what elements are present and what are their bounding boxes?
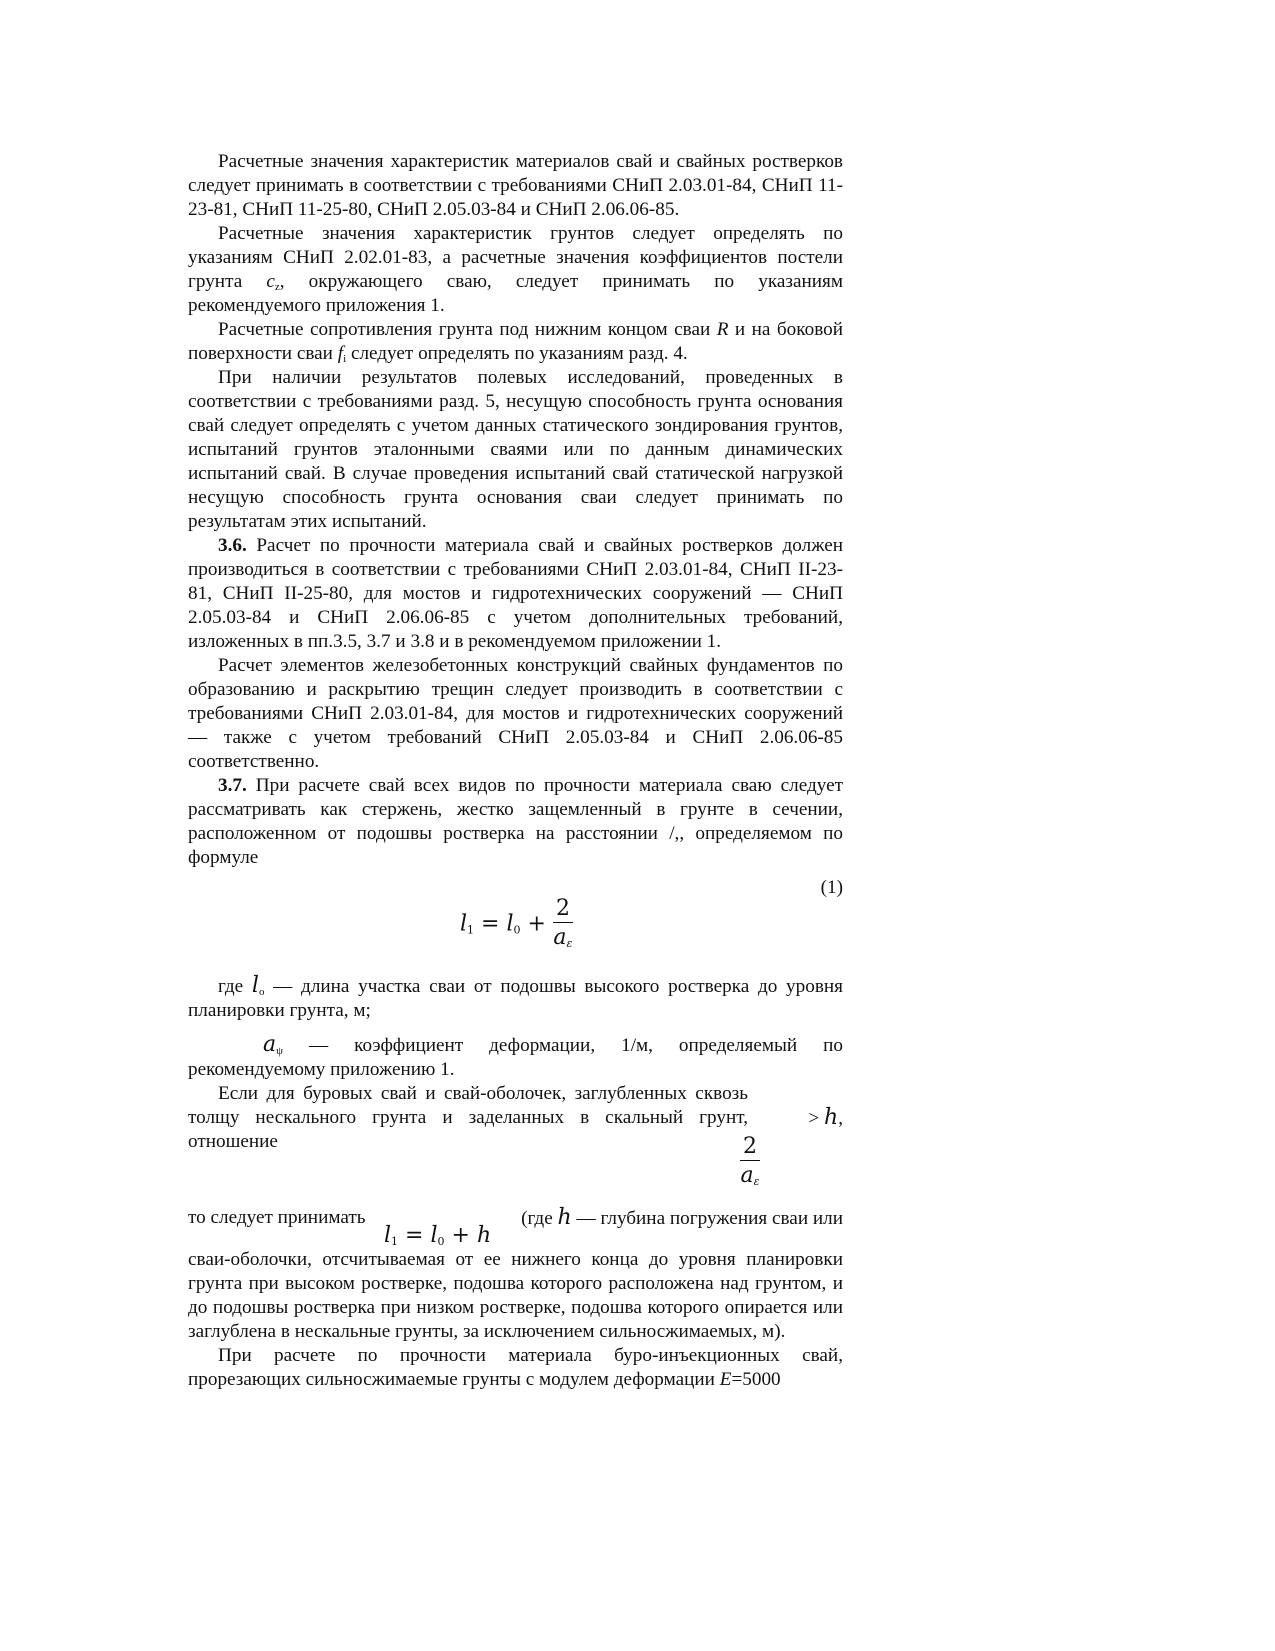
paragraph-resistance — [188, 318, 843, 366]
plus-sign: + — [520, 911, 553, 937]
subscript: 1 — [391, 1235, 399, 1248]
subscript-i: i — [343, 353, 347, 365]
text-run: При расчете по прочности материала буро-инъекционных свай, прорезающих сильносжимаемые грунты с модулем деформации — [188, 1345, 843, 1390]
fraction-denominator — [740, 1161, 760, 1191]
text-run — [521, 1206, 843, 1231]
fraction-numerator: 2 — [740, 1134, 760, 1161]
text-run: , окружающего сваю, следует принимать по указаниям рекомендуемого приложения 1. — [188, 271, 843, 316]
greater-than-sign: > — [808, 1108, 825, 1129]
text-run: =5000 — [731, 1369, 781, 1390]
variable-f: f — [337, 343, 344, 364]
clause-number: 3.6. — [218, 535, 247, 556]
variable-l: l — [460, 911, 468, 937]
text-run: Расчетные сопротивления грунта под нижним концом сваи — [218, 319, 717, 340]
variable-h: h — [476, 1223, 492, 1248]
fraction-denominator — [553, 923, 573, 953]
text-run: следует определять по указаниям разд. 4. — [346, 343, 688, 364]
variable-l: l — [506, 911, 514, 937]
subscript-z: z — [274, 281, 280, 293]
subscript: 1 — [467, 923, 475, 937]
paragraph-3-6 — [188, 534, 843, 654]
variable-a: a — [263, 1032, 277, 1057]
equation-number: (1) — [820, 877, 843, 898]
paragraph-rock-soil — [188, 1082, 843, 1206]
equals-sign: = — [474, 911, 507, 937]
text-run: — глубина погружения сваи или — [571, 1208, 843, 1229]
text-run: где — [218, 976, 252, 997]
variable-e: E — [719, 1369, 732, 1390]
variable-l0: l — [251, 973, 259, 998]
text-run: то следует принимать — [188, 1207, 366, 1228]
paragraph-pile-shell: сваи-оболочки, отсчитываемая от ее нижнего конца до уровня планировки грунта при высоком ростверке, подошва которого расположена над грунтом, и до подошвы ростверка при низком ростверке, подошва которого опирается или заглублена в нескальные грунты, за исключением сильносжимаемых, м). — [188, 1249, 843, 1342]
variable-h: h — [557, 1205, 572, 1230]
subscript-epsilon: ε — [566, 937, 573, 950]
subscript: 0 — [513, 923, 521, 937]
paragraph-soil-values — [188, 222, 843, 318]
fraction — [553, 896, 573, 953]
variable-c: c — [266, 271, 275, 292]
equals-sign: = — [398, 1223, 431, 1248]
paragraph-material-values: Расчетные значения характеристик материалов свай и свайных ростверков следует принимать в соответствии с требованиями СНиП 2.03.01-84, СНиП 11-23-81, СНиП 11-25-80, СНиП 2.05.03-84 и СНиП 2.06.06-85. — [188, 151, 843, 220]
formula-1 — [188, 870, 843, 974]
paragraph-coefficient — [188, 1033, 843, 1082]
paragraph-field-tests: При наличии результатов полевых исследований, проведенных в соответствии с требованиями разд. 5, несущую способность грунта основания свай следует определять с учетом данных статического зондирования грунтов, испытаний грунтов эталонными сваями или по данным динамических испытаний свай. В случае проведения испытаний свай статической нагрузкой несущую способность грунта основания сваи следует принимать по результатам этих испытаний. — [188, 367, 843, 532]
variable-h: h — [824, 1105, 839, 1130]
ratio-inequality — [808, 1106, 843, 1131]
document-page — [188, 150, 843, 1392]
text-run: Если для буровых свай и свай-оболочек, заглубленных сквозь толщу нескального грунта и заделанных в скальный грунт, отношение — [188, 1083, 748, 1152]
subscript-o: o — [258, 986, 265, 998]
subscript-psi: ψ — [276, 1045, 284, 1057]
paragraph-3-7 — [188, 774, 843, 870]
variable-l: l — [430, 1223, 438, 1248]
text-run: При расчете свай всех видов по прочности материала сваю следует рассматривать как стержень, жестко защемленный в грунте в сечении, расположенном от подошвы ростверка на расстоянии /,, определяемом по формуле — [188, 775, 843, 868]
subscript-epsilon: ε — [753, 1175, 760, 1188]
paragraph-injection-piles — [188, 1344, 843, 1392]
clause-number: 3.7. — [218, 775, 247, 796]
text-run: (где — [521, 1208, 558, 1229]
fraction-numerator: 2 — [553, 896, 573, 923]
text-run: — коэффициент деформации, 1/м, определяемый по рекомендуемому приложению 1. — [188, 1035, 843, 1080]
variable-a: a — [553, 925, 567, 950]
formula-l1 — [384, 1224, 491, 1248]
plus-sign: + — [444, 1223, 477, 1248]
variable-r: R — [716, 319, 729, 340]
text-run: Расчетные значения характеристик грунтов следует определять по указаниям СНиП 2.02.01-83, а расчетные значения коэффициентов постели грунта — [188, 223, 843, 292]
paragraph-cracks: Расчет элементов железобетонных конструкций свайных фундаментов по образованию и раскрытию трещин следует производить в соответствии с требованиями СНиП 2.03.01-84, для мостов и гидротехнических сооружений — также с учетом требований СНиП 2.05.03-84 и СНиП 2.06.06-85 соответственно. — [188, 655, 843, 772]
text-run: — длина участка сваи от подошвы высокого ростверка до уровня планировки грунта, м; — [188, 976, 843, 1021]
subscript: 0 — [437, 1235, 445, 1248]
paragraph-where — [188, 974, 843, 1023]
variable-a: a — [740, 1163, 754, 1188]
formula-expression — [460, 896, 573, 953]
line-then-take — [188, 1206, 843, 1248]
text-run: и на боковой поверхности сваи — [188, 319, 844, 364]
punctuation: , — [838, 1108, 843, 1129]
ratio-fraction — [740, 1134, 760, 1191]
text-run: Расчет по прочности материала свай и свайных ростверков должен производиться в соответствии с требованиями СНиП 2.03.01-84, СНиП II-23-81, СНиП II-25-80, для мостов и гидротехнических сооружений — СНиП 2.05.03-84 и СНиП 2.06.06-85 с учетом дополнительных требований, изложенных в пп.3.5, 3.7 и 3.8 и в рекомендуемом приложении 1. — [188, 535, 843, 652]
variable-l: l — [384, 1223, 392, 1248]
